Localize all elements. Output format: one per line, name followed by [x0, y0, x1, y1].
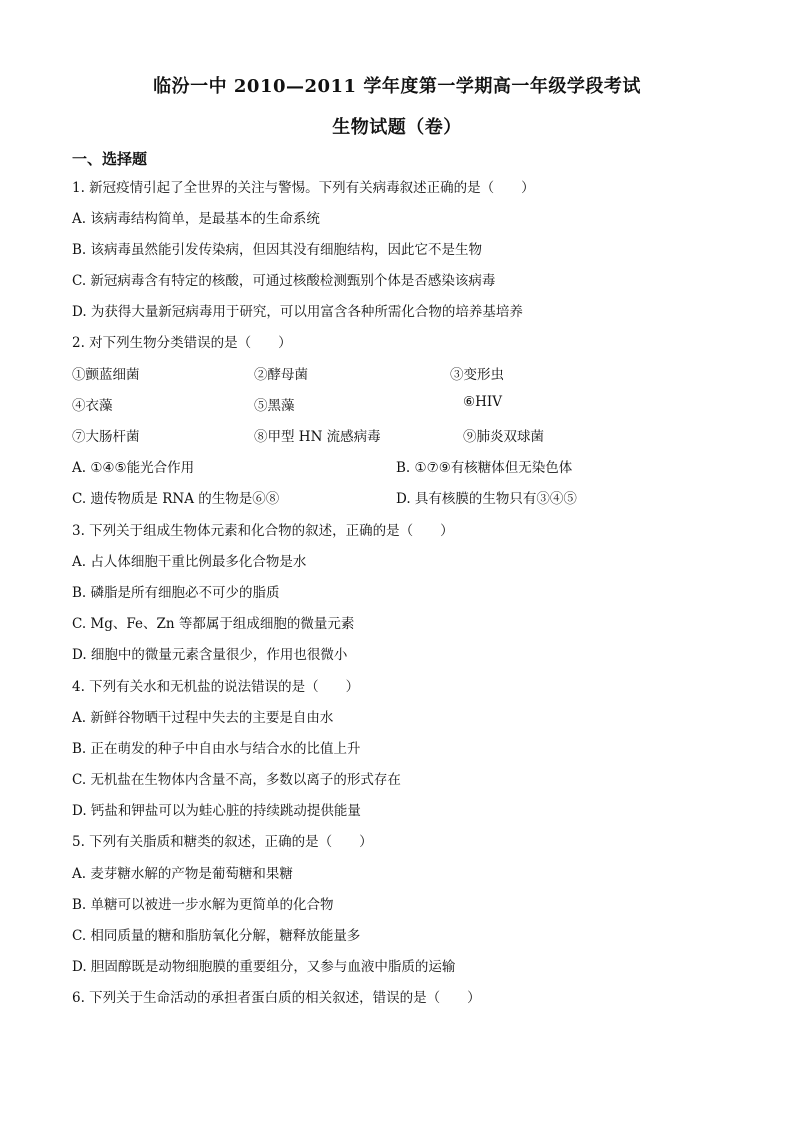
question-5-option-d: D. 胆固醇既是动物细胞膜的重要组分，又参与血液中脂质的运输	[72, 959, 456, 975]
organism-item: ①颤蓝细菌	[72, 367, 140, 383]
organism-item: ⑥HIV	[463, 394, 502, 410]
question-2-stem: 2. 对下列生物分类错误的是（ ）	[72, 335, 292, 351]
question-2-option-a: A. ①④⑤能光合作用	[72, 460, 195, 476]
organism-item: ⑨肺炎双球菌	[463, 429, 544, 445]
exam-subtitle: 生物试题（卷）	[332, 117, 462, 138]
organism-item: ②酵母菌	[254, 367, 308, 383]
question-5-option-a: A. 麦芽糖水解的产物是葡萄糖和果糖	[72, 866, 293, 882]
organism-item: ④衣藻	[72, 398, 113, 414]
question-1-option-a: A. 该病毒结构简单，是最基本的生命系统	[72, 211, 320, 227]
question-5-stem: 5. 下列有关脂质和糖类的叙述，正确的是（ ）	[72, 834, 373, 850]
question-1-stem: 1. 新冠疫情引起了全世界的关注与警惕。下列有关病毒叙述正确的是（ ）	[72, 180, 535, 196]
organism-item: ⑧甲型 HN 流感病毒	[254, 429, 381, 445]
question-3-option-a: A. 占人体细胞干重比例最多化合物是水	[72, 554, 307, 570]
question-4-option-c: C. 无机盐在生物体内含量不高，多数以离子的形式存在	[72, 772, 401, 788]
question-5-option-b: B. 单糖可以被进一步水解为更简单的化合物	[72, 897, 334, 913]
question-4-stem: 4. 下列有关水和无机盐的说法错误的是（ ）	[72, 679, 360, 695]
exam-title: 临汾一中 2010—2011 学年度第一学期高一年级学段考试	[153, 76, 641, 97]
question-4-option-a: A. 新鲜谷物晒干过程中失去的主要是自由水	[72, 710, 334, 726]
question-4-option-d: D. 钙盐和钾盐可以为蛙心脏的持续跳动提供能量	[72, 803, 361, 819]
organism-item: ③变形虫	[450, 367, 504, 383]
question-3-option-d: D. 细胞中的微量元素含量很少，作用也很微小	[72, 647, 348, 663]
question-1-option-b: B. 该病毒虽然能引发传染病，但因其没有细胞结构，因此它不是生物	[72, 242, 483, 258]
question-1-option-c: C. 新冠病毒含有特定的核酸，可通过核酸检测甄别个体是否感染该病毒	[72, 273, 496, 289]
question-2-option-d: D. 具有核膜的生物只有③④⑤	[396, 491, 577, 507]
question-2-option-c: C. 遗传物质是 RNA 的生物是⑥⑧	[72, 491, 280, 507]
organism-item: ⑤黑藻	[254, 398, 295, 414]
organism-item: ⑦大肠杆菌	[72, 429, 140, 445]
question-3-option-c: C. Mg、Fe、Zn 等都属于组成细胞的微量元素	[72, 616, 355, 632]
question-3-option-b: B. 磷脂是所有细胞必不可少的脂质	[72, 585, 280, 601]
question-1-option-d: D. 为获得大量新冠病毒用于研究，可以用富含各种所需化合物的培养基培养	[72, 304, 523, 320]
question-5-option-c: C. 相同质量的糖和脂肪氧化分解，糖释放能量多	[72, 928, 361, 944]
question-2-option-b: B. ①⑦⑨有核糖体但无染色体	[396, 460, 573, 476]
question-3-stem: 3. 下列关于组成生物体元素和化合物的叙述，正确的是（ ）	[72, 523, 454, 539]
question-6-stem: 6. 下列关于生命活动的承担者蛋白质的相关叙述，错误的是（ ）	[72, 990, 481, 1006]
section-title: 一、选择题	[72, 150, 148, 168]
question-4-option-b: B. 正在萌发的种子中自由水与结合水的比值上升	[72, 741, 361, 757]
